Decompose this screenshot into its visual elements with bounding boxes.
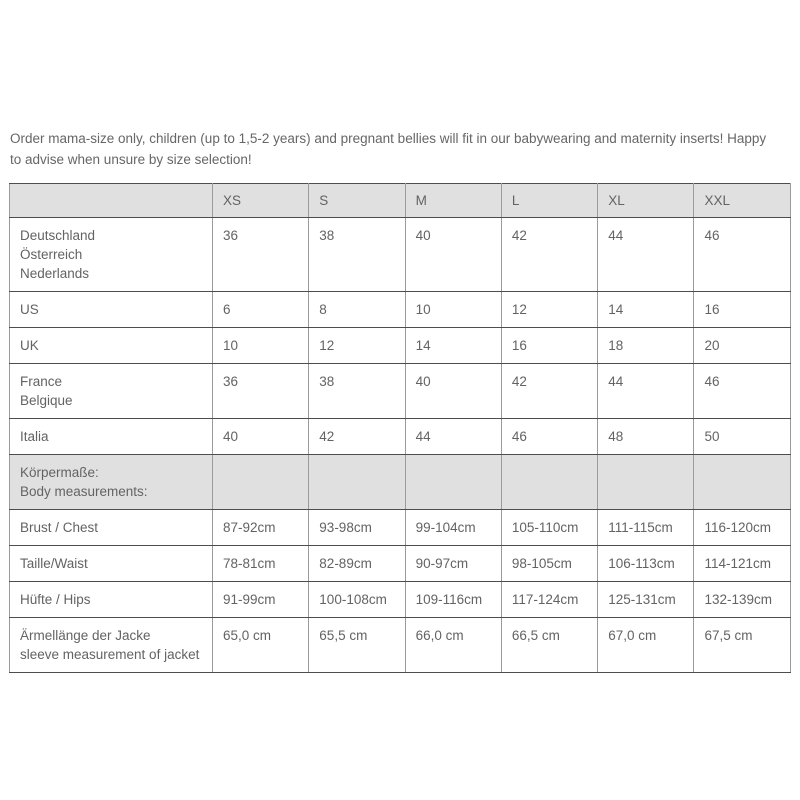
size-value-cell: 105-110cm: [501, 510, 597, 546]
size-value-cell: 6: [213, 292, 309, 328]
row-label: [10, 328, 213, 364]
table-row: [10, 546, 791, 582]
size-value-cell: 16: [694, 292, 790, 328]
row-label-line: Italia: [20, 429, 49, 444]
row-label: [10, 546, 213, 582]
row-label-line: France: [20, 374, 63, 389]
table-row: [10, 218, 791, 292]
size-value-cell: 46: [501, 419, 597, 455]
size-value-cell: 66,0 cm: [405, 618, 501, 673]
table-row: [10, 292, 791, 328]
size-value-cell: 67,0 cm: [598, 618, 694, 673]
row-label-line: Brust / Chest: [20, 520, 99, 535]
column-header-xxl: XXL: [694, 184, 790, 218]
table-body: [10, 218, 791, 673]
size-value-cell: 98-105cm: [501, 546, 597, 582]
table-row: [10, 419, 791, 455]
column-header-m: M: [405, 184, 501, 218]
size-value-cell: 87-92cm: [213, 510, 309, 546]
size-value-cell: 109-116cm: [405, 582, 501, 618]
size-value-cell: 116-120cm: [694, 510, 790, 546]
size-value-cell: 66,5 cm: [501, 618, 597, 673]
size-value-cell: 132-139cm: [694, 582, 790, 618]
row-label: [10, 419, 213, 455]
size-value-cell: 8: [309, 292, 405, 328]
size-value-cell: 111-115cm: [598, 510, 694, 546]
size-value-cell: 93-98cm: [309, 510, 405, 546]
column-header-xs: XS: [213, 184, 309, 218]
row-label: [10, 510, 213, 546]
size-value-cell: 18: [598, 328, 694, 364]
size-value-cell: 48: [598, 419, 694, 455]
table-row: [10, 582, 791, 618]
row-label-line: US: [20, 302, 39, 317]
size-value-cell: 38: [309, 364, 405, 419]
row-label: [10, 218, 213, 292]
row-label-line: Belgique: [20, 393, 73, 408]
size-value-cell: [501, 455, 597, 510]
size-value-cell: 36: [213, 364, 309, 419]
size-value-cell: 40: [405, 364, 501, 419]
row-label-line: sleeve measurement of jacket: [20, 647, 200, 662]
size-value-cell: 10: [405, 292, 501, 328]
row-label-line: Taille/Waist: [20, 556, 88, 571]
size-value-cell: 16: [501, 328, 597, 364]
column-header-s: S: [309, 184, 405, 218]
row-label: [10, 455, 213, 510]
size-value-cell: 44: [598, 218, 694, 292]
size-value-cell: 10: [213, 328, 309, 364]
size-value-cell: 78-81cm: [213, 546, 309, 582]
row-label-line: Hüfte / Hips: [20, 592, 91, 607]
size-value-cell: 125-131cm: [598, 582, 694, 618]
size-value-cell: 46: [694, 364, 790, 419]
size-value-cell: 50: [694, 419, 790, 455]
column-header-l: L: [501, 184, 597, 218]
size-value-cell: 106-113cm: [598, 546, 694, 582]
row-label-line: Nederlands: [20, 266, 90, 281]
table-row: [10, 364, 791, 419]
header-row: [10, 184, 791, 218]
row-label-line: Deutschland: [20, 228, 96, 243]
size-value-cell: 65,0 cm: [213, 618, 309, 673]
size-value-cell: 12: [501, 292, 597, 328]
size-value-cell: 20: [694, 328, 790, 364]
size-value-cell: 44: [598, 364, 694, 419]
section-row: [10, 455, 791, 510]
size-value-cell: 40: [213, 419, 309, 455]
size-value-cell: 12: [309, 328, 405, 364]
size-value-cell: 42: [501, 364, 597, 419]
table-row: [10, 618, 791, 673]
row-label-line: UK: [20, 338, 39, 353]
size-value-cell: 90-97cm: [405, 546, 501, 582]
size-value-cell: [309, 455, 405, 510]
size-value-cell: 82-89cm: [309, 546, 405, 582]
table-row: [10, 328, 791, 364]
size-value-cell: 65,5 cm: [309, 618, 405, 673]
size-value-cell: 91-99cm: [213, 582, 309, 618]
size-value-cell: [405, 455, 501, 510]
size-chart-table: [9, 183, 791, 673]
size-value-cell: 38: [309, 218, 405, 292]
row-label-line: Körpermaße:: [20, 465, 99, 480]
header-cell-empty: [10, 184, 213, 218]
size-value-cell: 99-104cm: [405, 510, 501, 546]
size-value-cell: 46: [694, 218, 790, 292]
size-value-cell: 42: [309, 419, 405, 455]
size-value-cell: [213, 455, 309, 510]
column-header-xl: XL: [598, 184, 694, 218]
size-value-cell: 36: [213, 218, 309, 292]
row-label: [10, 292, 213, 328]
row-label-line: Body measurements:: [20, 484, 148, 499]
size-value-cell: 114-121cm: [694, 546, 790, 582]
row-label-line: Ärmellänge der Jacke: [20, 628, 151, 643]
size-value-cell: 67,5 cm: [694, 618, 790, 673]
size-value-cell: 117-124cm: [501, 582, 597, 618]
row-label: [10, 618, 213, 673]
size-value-cell: 14: [598, 292, 694, 328]
size-value-cell: 40: [405, 218, 501, 292]
size-value-cell: 44: [405, 419, 501, 455]
size-value-cell: 100-108cm: [309, 582, 405, 618]
table-header: [10, 184, 791, 218]
row-label: [10, 582, 213, 618]
size-value-cell: [598, 455, 694, 510]
size-value-cell: 14: [405, 328, 501, 364]
intro-text: Order mama-size only, children (up to 1,5-2 years) and pregnant bellies will fit in our babywearing and maternity inserts! Happy to advise when unsure by size selection!: [10, 131, 767, 167]
row-label-line: Österreich: [20, 247, 83, 262]
size-value-cell: 42: [501, 218, 597, 292]
table-row: [10, 510, 791, 546]
row-label: [10, 364, 213, 419]
size-value-cell: [694, 455, 790, 510]
